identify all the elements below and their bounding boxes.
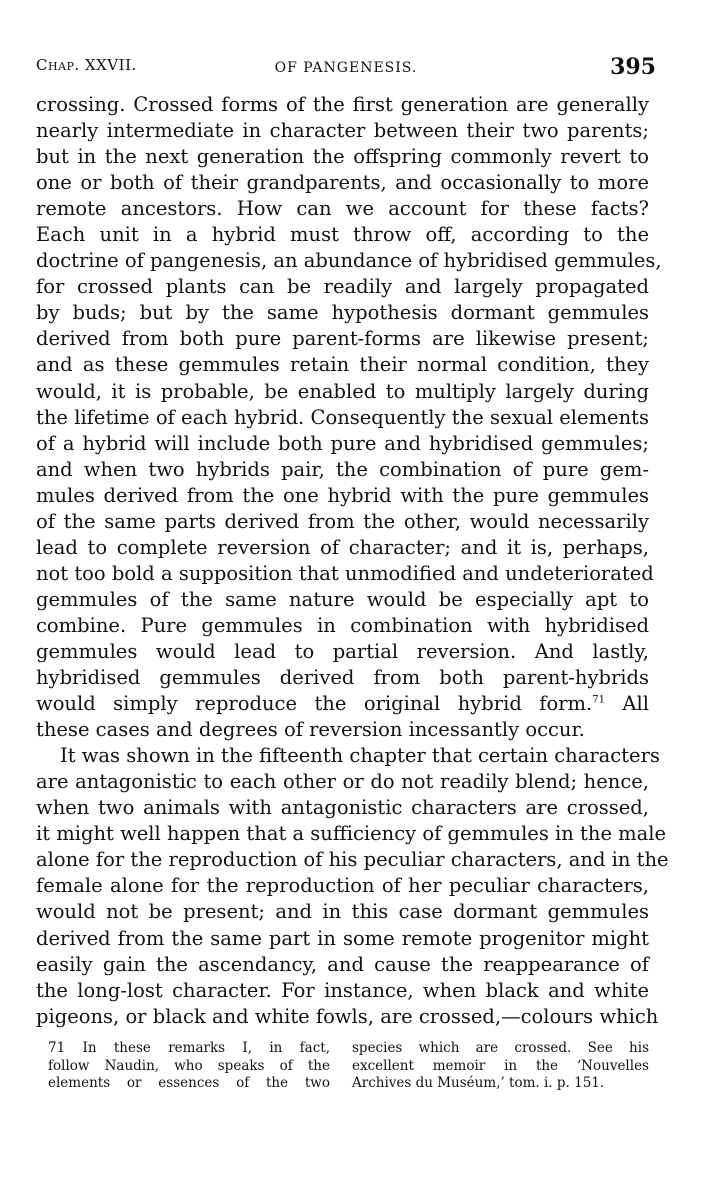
body-text (36, 92, 669, 1030)
text-line: female alone for the reproduction of her peculiar characters, (36, 874, 649, 898)
text-line: by buds; but by the same hypothesis dormant gemmules (36, 301, 649, 325)
text-line-tail: All (604, 692, 649, 716)
text-line: remote ancestors. How can we account for these facts? (36, 197, 649, 221)
text-line: gemmules would lead to partial reversion. And lastly, (36, 639, 649, 663)
text-line: Each unit in a hybrid must throw off, according to the (36, 223, 649, 247)
text-line: doctrine of pangenesis, an abundance of hybridised gemmules, (36, 249, 662, 273)
text-line: hybridised gemmules derived from both parent-hybrids (36, 666, 649, 690)
text-line: derived from the same part in some remote progenitor might (36, 926, 649, 950)
footnote-column-left (48, 1040, 330, 1093)
text-line: and when two hybrids pair, the combination of pure gem- (36, 457, 649, 481)
text-line: the lifetime of each hybrid. Consequently the sexual elements (36, 405, 649, 429)
text-line: the long-lost character. For instance, when black and white (36, 978, 649, 1002)
running-title: OF PANGENESIS. (274, 60, 418, 76)
footnote-line: 71 In these remarks I, in fact, (48, 1040, 330, 1056)
footnote-line: elements or essences of the two (48, 1075, 330, 1091)
paragraph-start-line: It was shown in the fifteenth chapter that certain characters (60, 744, 660, 768)
footnote-line: excellent memoir in the ‘Nouvelles (352, 1057, 649, 1074)
text-line: not too bold a supposition that unmodified and undeteriorated (36, 561, 654, 585)
chapter-label: Chap. XXVII. (36, 56, 137, 74)
text-line: these cases and degrees of reversion incessantly occur. (36, 718, 585, 742)
text-line: of a hybrid will include both pure and hybridised gemmules; (36, 431, 649, 455)
footnote-reference: 71 (592, 694, 605, 706)
footnote-line: follow Naudin, who speaks of the (48, 1057, 330, 1074)
text-line: would not be present; and in this case dormant gemmules (36, 900, 649, 924)
text-line-with-footnote (36, 691, 649, 717)
text-line: pigeons, or black and white fowls, are crossed,—colours which (36, 1004, 659, 1028)
text-line: combine. Pure gemmules in combination with hybridised (36, 613, 649, 637)
text-line: are antagonistic to each other or do not readily blend; hence, (36, 770, 649, 794)
text-line: easily gain the ascendancy, and cause the reappearance of (36, 952, 649, 976)
text-line: when two animals with antagonistic characters are crossed, (36, 796, 649, 820)
text-line: lead to complete reversion of character; and it is, perhaps, (36, 535, 649, 559)
text-line: one or both of their grandparents, and occasionally to more (36, 171, 649, 195)
text-line: derived from both pure parent-forms are likewise present; (36, 327, 649, 351)
footnote-column-right (352, 1040, 649, 1093)
text-line: mules derived from the one hybrid with the pure gemmules (36, 483, 649, 507)
text-line: for crossed plants can be readily and largely propagated (36, 275, 649, 299)
text-line: and as these gemmules retain their normal condition, they (36, 353, 649, 377)
text-line: but in the next generation the offspring commonly revert to (36, 145, 649, 169)
page-header (36, 56, 656, 86)
footnote-line: Archives du Muséum,’ tom. i. p. 151. (352, 1075, 605, 1091)
text-line: it might well happen that a sufficiency of gemmules in the male (36, 822, 667, 846)
page-number: 395 (610, 54, 656, 80)
footnote-line: species which are crossed. See his (352, 1040, 649, 1056)
text-line: would, it is probable, be enabled to multiply largely during (36, 379, 649, 403)
text-line-main: would simply reproduce the original hybrid form. (36, 692, 593, 716)
text-line: gemmules of the same nature would be especially apt to (36, 587, 649, 611)
text-line: of the same parts derived from the other, would necessarily (36, 509, 649, 533)
text-line: alone for the reproduction of his peculiar characters, and in the (36, 848, 669, 872)
text-line: nearly intermediate in character between their two parents; (36, 119, 649, 143)
text-line: crossing. Crossed forms of the first generation are generally (36, 93, 649, 116)
